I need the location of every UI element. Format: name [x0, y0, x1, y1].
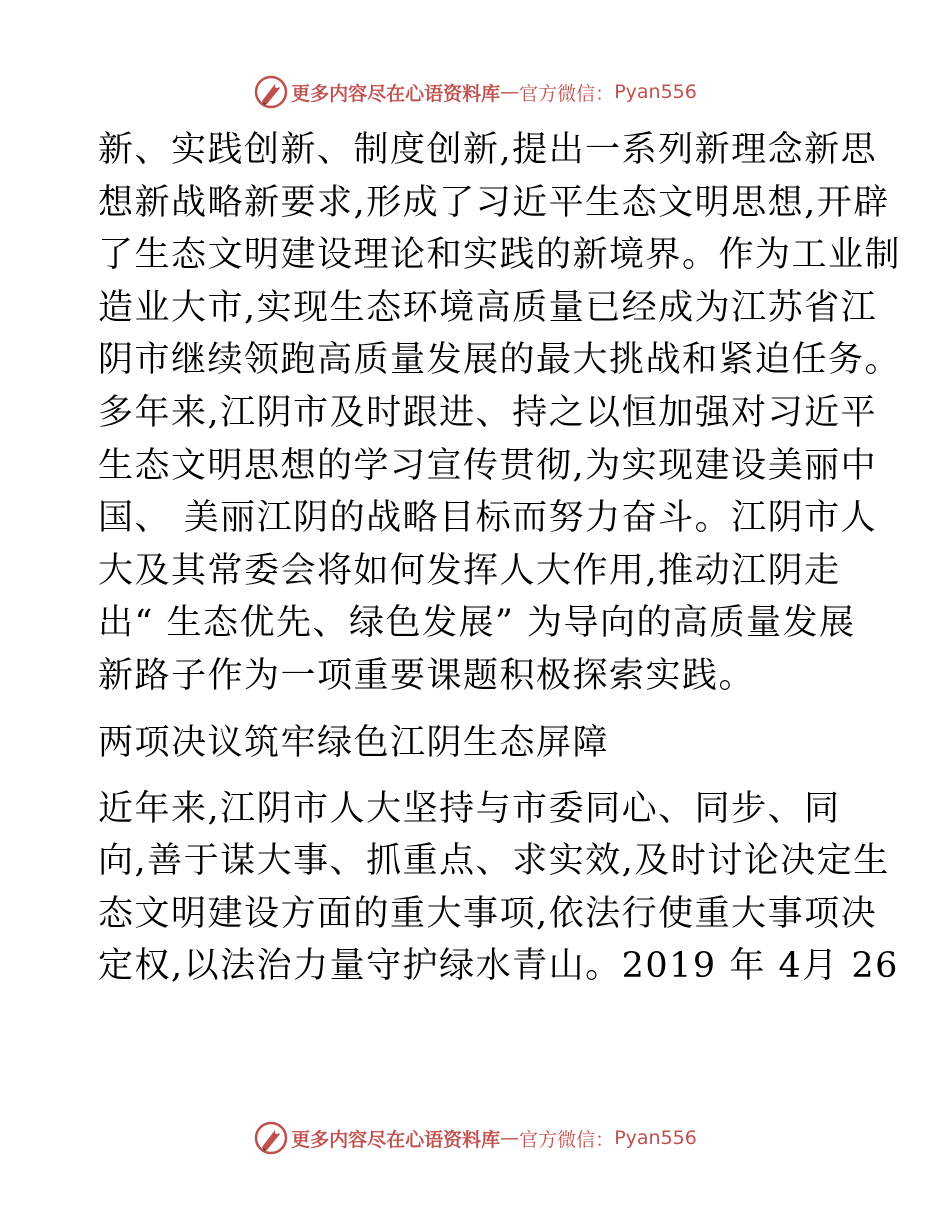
text-line: 近年来,江阴市人大坚持与市委同心、同步、同	[98, 788, 841, 829]
text-line: 造业大市,实现生态环境高质量已经成为江苏省江	[98, 287, 878, 328]
text-line: 新、实践创新、制度创新,提出一系列新理念新思	[98, 130, 878, 170]
header-watermark	[0, 72, 950, 112]
section-heading: 两项决议筑牢绿色江阴生态屏障	[98, 722, 610, 763]
watermark-title: 更多内容尽在心语资料库	[291, 82, 501, 105]
text-line: 想新战略新要求,形成了习近平生态文明思想,开辟	[98, 182, 890, 223]
footer-watermark	[0, 1118, 950, 1158]
text-line: 了生态文明建设理论和实践的新境界。作为工业制	[98, 235, 902, 276]
watermark-wechat-id: Pyan556	[614, 81, 697, 103]
pen-logo-icon	[253, 1120, 289, 1156]
text-line: 国、 美丽江阴的战略目标而努力奋斗。江阴市人	[98, 498, 878, 539]
text-line: 大及其常委会将如何发挥人大作用,推动江阴走	[98, 550, 841, 591]
text-line: 新路子作为一项重要课题积极探索实践。	[98, 655, 756, 696]
text-line: 出“ 生态优先、绿色发展” 为导向的高质量发展	[98, 603, 856, 644]
paragraph-intro	[98, 124, 902, 703]
watermark-wechat-label: 官方微信：	[519, 82, 615, 105]
text-line: 向,善于谋大事、抓重点、求实效,及时讨论决定生	[98, 841, 890, 882]
document-body	[98, 124, 902, 993]
pen-logo-icon	[253, 74, 289, 110]
watermark-wechat-id: Pyan556	[614, 1127, 697, 1149]
watermark-title: 更多内容尽在心语资料库	[291, 1128, 501, 1151]
text-line: 多年来,江阴市及时跟进、持之以恒加强对习近平	[98, 392, 878, 433]
text-line: 阴市继续领跑高质量发展的最大挑战和紧迫任务。	[98, 340, 902, 381]
watermark-dash: —	[500, 81, 520, 103]
text-line: 定权,以法治力量守护绿水青山。2019 年 4月 26	[98, 946, 899, 987]
text-line: 态文明建设方面的重大事项,依法行使重大事项决	[98, 893, 878, 934]
watermark-wechat-label: 官方微信：	[519, 1128, 615, 1151]
watermark-dash: —	[500, 1127, 520, 1149]
paragraph-section	[98, 783, 899, 993]
text-line: 生态文明思想的学习宣传贯彻,为实现建设美丽中	[98, 445, 878, 486]
